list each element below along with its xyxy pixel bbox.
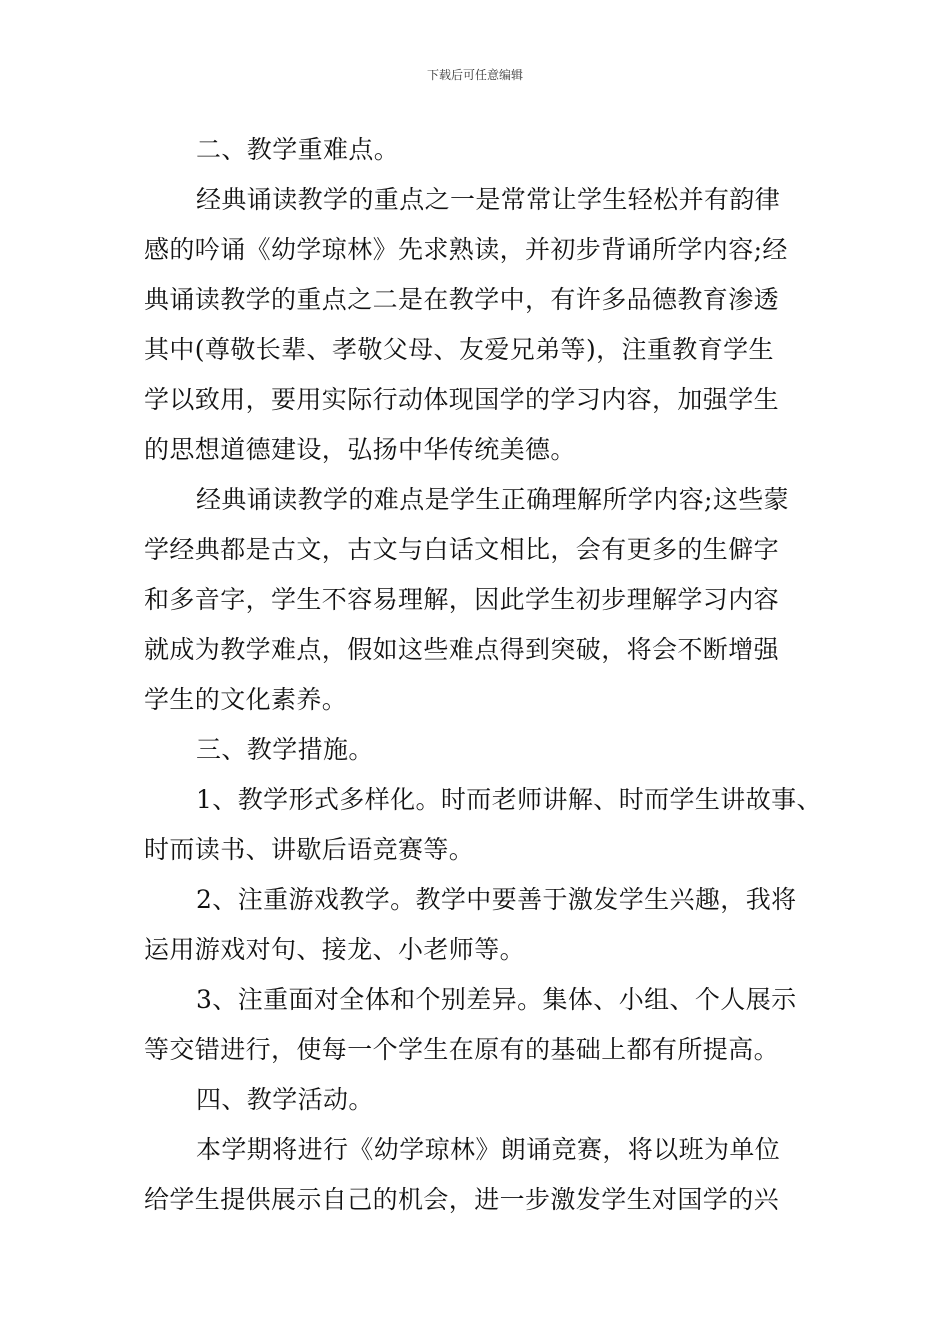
text-line: 3、注重面对全体和个别差异。集体、小组、个人展示 <box>196 985 797 1014</box>
text-line: 等交错进行，使每一个学生在原有的基础上都有所提高。 <box>144 1035 780 1064</box>
text-line: 运用游戏对句、接龙、小老师等。 <box>144 935 526 964</box>
text-line: 学生的文化素养。 <box>144 685 348 714</box>
page-header: 下载后可任意编辑 <box>426 68 523 82</box>
text-line: 就成为教学难点，假如这些难点得到突破，将会不断增强 <box>144 635 780 664</box>
text-line: 本学期将进行《幼学琼林》朗诵竞赛，将以班为单位 <box>196 1135 781 1164</box>
text-line: 学经典都是古文，古文与白话文相比，会有更多的生僻字 <box>144 535 780 564</box>
text-line: 1、教学形式多样化。时而老师讲解、时而学生讲故事、 <box>196 785 822 814</box>
text-line: 二、教学重难点。 <box>196 135 400 164</box>
text-line: 给学生提供展示自己的机会，进一步激发学生对国学的兴 <box>144 1185 780 1214</box>
text-line: 其中(尊敬长辈、孝敬父母、友爱兄弟等)，注重教育学生 <box>144 335 774 364</box>
text-line: 2、注重游戏教学。教学中要善于激发学生兴趣，我将 <box>196 885 797 914</box>
text-line: 典诵读教学的重点之二是在教学中，有许多品德教育渗透 <box>144 285 780 314</box>
document-body <box>144 125 822 1225</box>
text-line: 学以致用，要用实际行动体现国学的学习内容，加强学生 <box>144 385 780 414</box>
text-line: 经典诵读教学的重点之一是常常让学生轻松并有韵律 <box>196 185 781 214</box>
text-line: 三、教学措施。 <box>196 735 374 764</box>
text-line: 时而读书、讲歇后语竞赛等。 <box>144 835 475 864</box>
text-line: 的思想道德建设，弘扬中华传统美德。 <box>144 435 576 464</box>
text-line: 经典诵读教学的难点是学生正确理解所学内容;这些蒙 <box>196 485 790 514</box>
text-line: 和多音字，学生不容易理解，因此学生初步理解学习内容 <box>144 585 780 614</box>
text-line: 四、教学活动。 <box>196 1085 374 1114</box>
text-line: 感的吟诵《幼学琼林》先求熟读，并初步背诵所学内容;经 <box>144 235 788 264</box>
